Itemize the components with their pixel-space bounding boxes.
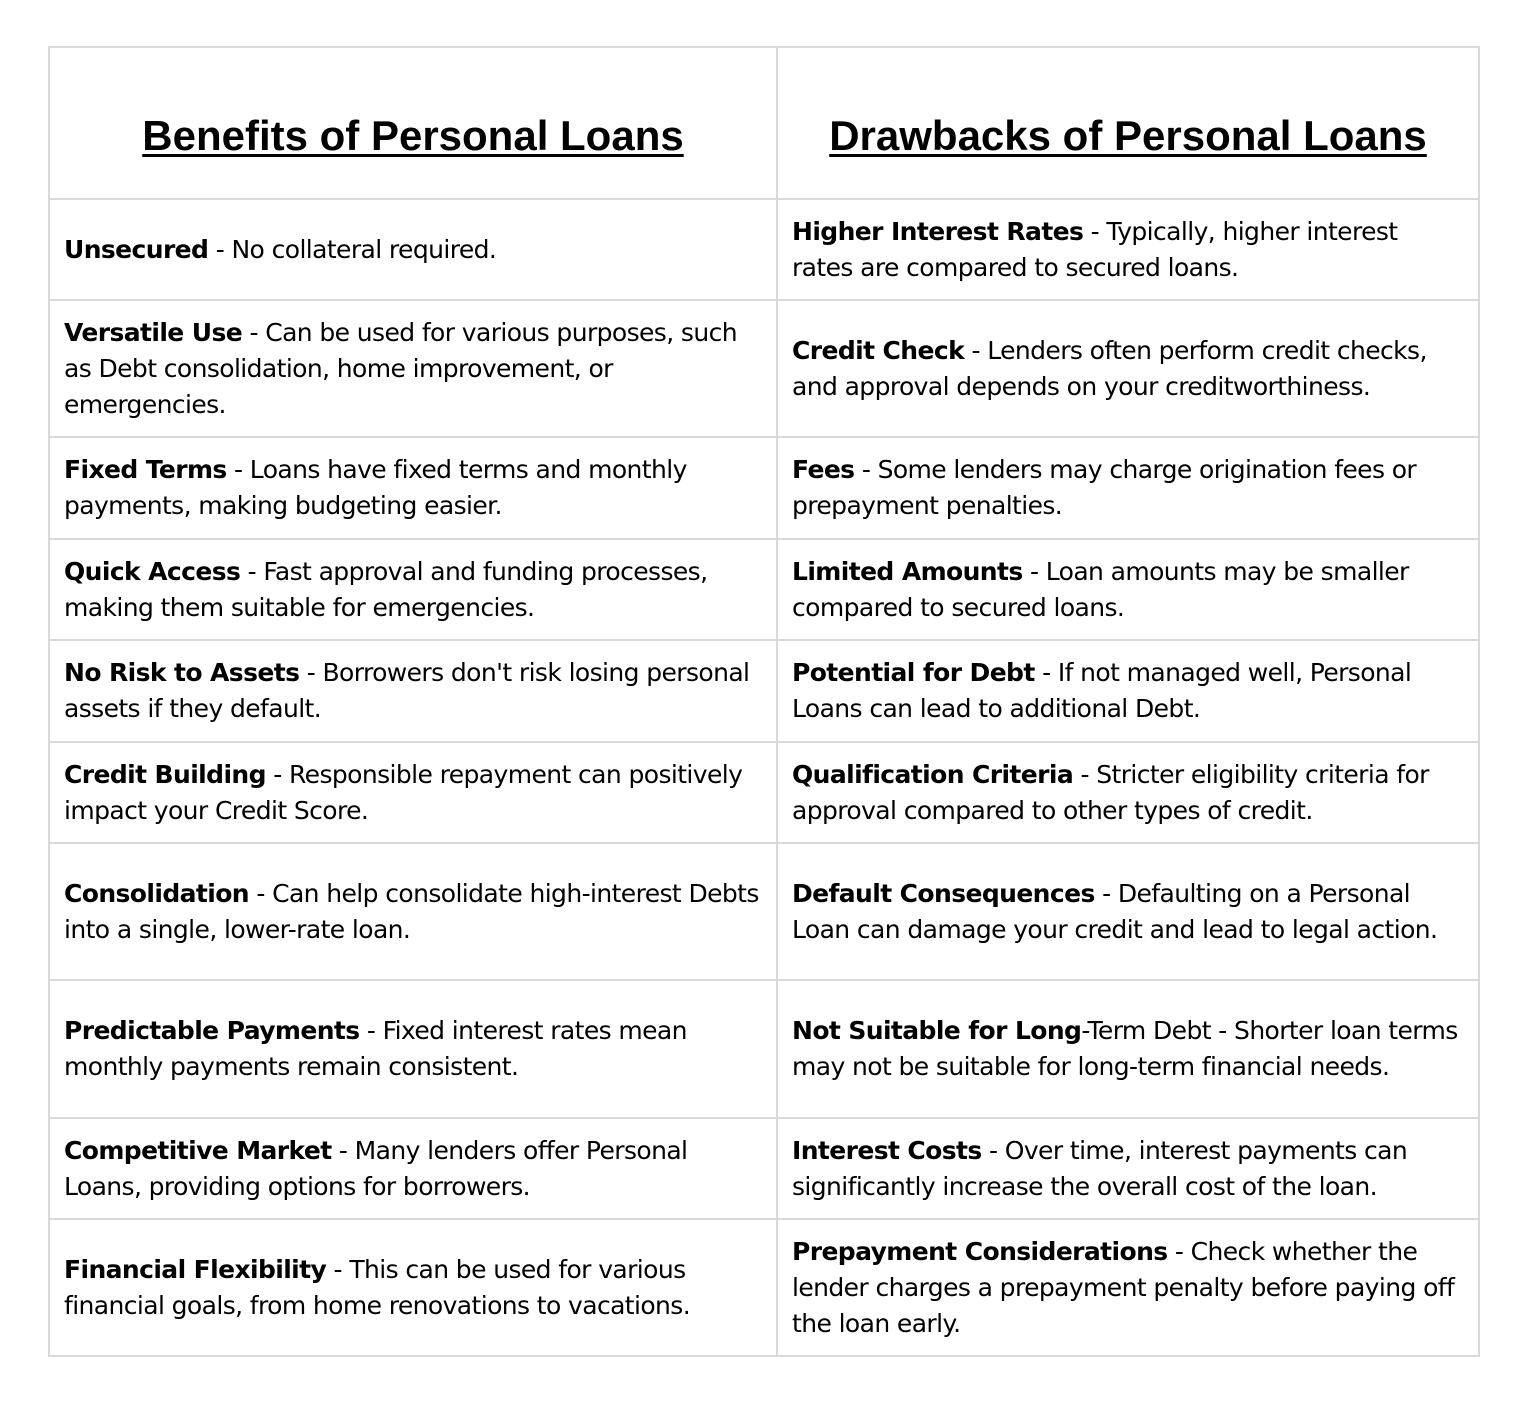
drawback-cell	[777, 980, 1479, 1118]
drawback-cell	[777, 199, 1479, 300]
benefit-cell	[49, 1118, 777, 1219]
benefit-term: Credit Building	[64, 759, 266, 789]
benefits-header: Benefits of Personal Loans	[142, 112, 684, 159]
table-row	[49, 980, 1479, 1118]
benefit-term: Predictable Payments	[64, 1016, 360, 1045]
drawback-description: - Over time, interest payments can significantly increase the overall cost of the loan.	[792, 1135, 1408, 1201]
benefit-description: - Can be used for various purposes, such as Debt consolidation, home improvement, or emergencies.	[64, 317, 737, 419]
drawback-description: - Typically, higher interest rates are compared to secured loans.	[792, 216, 1398, 282]
drawback-term: Higher Interest Rates	[792, 216, 1084, 246]
benefit-cell	[49, 1219, 777, 1356]
benefit-cell	[49, 980, 777, 1118]
table-row	[49, 300, 1479, 437]
benefit-description: - Fast approval and funding processes, making them suitable for emergencies.	[64, 556, 708, 622]
benefit-description: - Many lenders offer Personal Loans, providing options for borrowers.	[64, 1135, 688, 1201]
drawback-term: Default Consequences	[792, 878, 1095, 908]
benefits-header-cell	[49, 47, 777, 199]
benefit-term: Competitive Market	[64, 1135, 332, 1165]
benefit-description: - Loans have fixed terms and monthly payments, making budgeting easier.	[64, 455, 687, 520]
drawback-cell	[777, 1219, 1479, 1356]
benefit-description: - Borrowers don't risk losing personal assets if they default.	[64, 658, 750, 723]
table-row	[49, 199, 1479, 300]
benefit-cell	[49, 539, 777, 640]
drawback-cell	[777, 437, 1479, 539]
benefit-description: - Can help consolidate high-interest Debts into a single, lower-rate loan.	[64, 878, 759, 944]
table-row	[49, 437, 1479, 539]
benefit-cell	[49, 437, 777, 539]
drawback-description: - Loan amounts may be smaller compared to secured loans.	[792, 556, 1409, 622]
benefit-term: Quick Access	[64, 556, 241, 586]
drawback-term: Limited Amounts	[792, 556, 1023, 586]
drawback-description: - Check whether the lender charges a prepayment penalty before paying off the loan early.	[792, 1236, 1455, 1338]
drawback-description: - Stricter eligibility criteria for approval compared to other types of credit.	[792, 759, 1429, 825]
table-row	[49, 843, 1479, 980]
table-row	[49, 742, 1479, 843]
drawback-term: Credit Check	[792, 335, 965, 365]
benefit-cell	[49, 640, 777, 742]
drawback-description: - Defaulting on a Personal Loan can damage your credit and lead to legal action.	[792, 878, 1438, 944]
benefit-term: No Risk to Assets	[64, 658, 300, 687]
benefit-cell	[49, 742, 777, 843]
benefit-term: Financial Flexibility	[64, 1254, 327, 1284]
drawback-cell	[777, 539, 1479, 640]
table-row	[49, 539, 1479, 640]
drawback-term: Fees	[792, 455, 855, 484]
drawback-description: -Term Debt - Shorter loan terms may not be suitable for long-term financial needs.	[792, 1016, 1458, 1081]
drawback-cell	[777, 640, 1479, 742]
drawback-term: Qualification Criteria	[792, 759, 1074, 789]
drawback-description: - If not managed well, Personal Loans can lead to additional Debt.	[792, 658, 1412, 723]
table-row	[49, 640, 1479, 742]
drawback-term: Not Suitable for Long	[792, 1016, 1082, 1045]
benefit-cell	[49, 300, 777, 437]
drawback-term: Interest Costs	[792, 1135, 982, 1165]
benefit-description: - Fixed interest rates mean monthly payments remain consistent.	[64, 1016, 687, 1081]
drawback-description: - Some lenders may charge origination fees or prepayment penalties.	[792, 455, 1417, 520]
benefit-term: Unsecured	[64, 234, 209, 264]
table-row	[49, 1118, 1479, 1219]
benefit-cell	[49, 843, 777, 980]
comparison-table	[48, 46, 1480, 1357]
drawbacks-header: Drawbacks of Personal Loans	[829, 112, 1427, 159]
drawback-term: Prepayment Considerations	[792, 1236, 1168, 1266]
header-row	[49, 47, 1479, 199]
drawbacks-header-cell	[777, 47, 1479, 199]
drawback-cell	[777, 742, 1479, 843]
drawback-cell	[777, 1118, 1479, 1219]
benefit-term: Consolidation	[64, 878, 249, 908]
drawback-term: Potential for Debt	[792, 658, 1035, 687]
benefit-description: - No collateral required.	[208, 234, 497, 264]
benefit-description: - This can be used for various financial goals, from home renovations to vacations.	[64, 1254, 691, 1320]
benefit-description: - Responsible repayment can positively impact your Credit Score.	[64, 759, 743, 825]
drawback-description: - Lenders often perform credit checks, and approval depends on your creditworthiness.	[792, 335, 1427, 401]
benefit-term: Versatile Use	[64, 317, 243, 347]
table-row	[49, 1219, 1479, 1356]
benefit-term: Fixed Terms	[64, 455, 227, 484]
drawback-cell	[777, 300, 1479, 437]
drawback-cell	[777, 843, 1479, 980]
benefit-cell	[49, 199, 777, 300]
